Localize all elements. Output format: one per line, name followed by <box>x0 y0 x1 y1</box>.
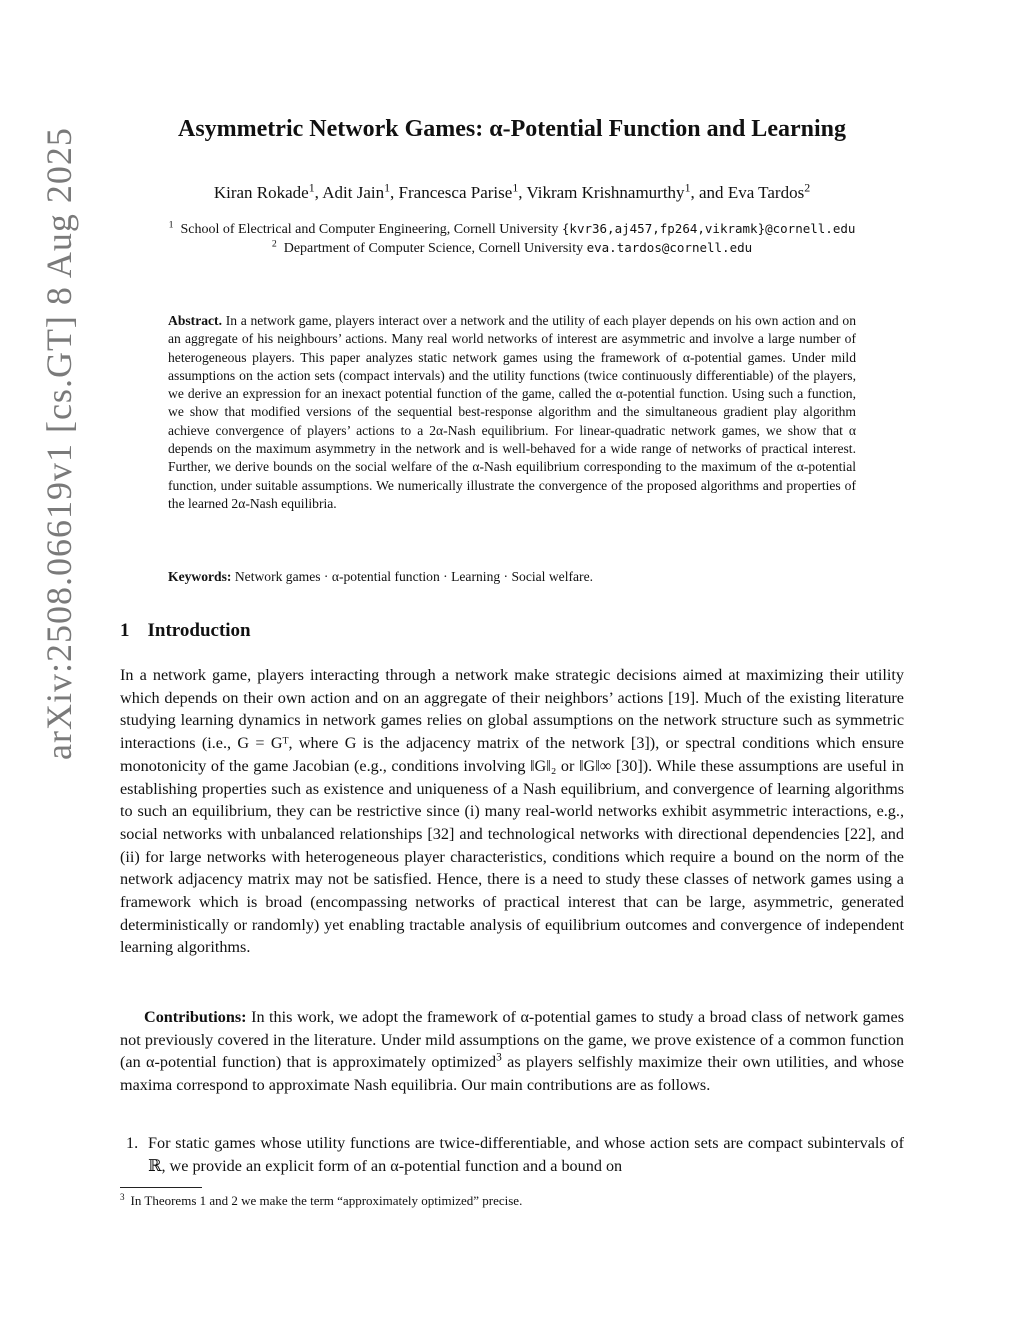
author-name: Adit Jain <box>322 183 385 202</box>
list-item <box>120 1132 904 1177</box>
footnote <box>120 1192 904 1209</box>
keywords <box>168 568 856 586</box>
section-number: 1 <box>120 620 130 641</box>
affiliation <box>0 221 1024 238</box>
contributions-paragraph <box>120 1006 904 1097</box>
author-separator: , <box>518 183 527 202</box>
footnote-ref: 3 <box>496 1052 502 1065</box>
author-name: Eva Tardos <box>727 183 805 202</box>
author-separator: , <box>314 183 323 202</box>
affiliation-text: School of Electrical and Computer Engineering, Cornell University <box>180 222 559 237</box>
list-item-text: For static games whose utility functions are twice-differentiable, and whose action sets are compact subintervals of ℝ, we provide an explicit form of an α-potential function and a bound on <box>148 1134 904 1175</box>
affiliation-email: eva.tardos@cornell.edu <box>586 240 753 255</box>
author-affil-mark: 1 <box>512 180 519 195</box>
abstract-text: In a network game, players interact over a network and the utility of each player depends on his own action and on an aggregate of his neighbours’ actions. Many real world networks of interest are asymmetric and involve a large number of heterogeneous players. This paper analyzes static network games using the framework of α-potential games. Under mild assumptions on the action sets (compact intervals) and the utility functions (twice continuously differentiable) of the players, we derive an expression for an inexact potential function of the game, called the α-potential function. Using such a function, we show that modified versions of the sequential best-response algorithm and the simultaneous gradient play algorithm achieve convergence of players’ actions to a 2α-Nash equilibrium. For linear-quadratic network games, we show that α depends on the maximum asymmetry in the network and is well-behaved for a wide range of networks of practical interest. Further, we derive bounds on the social welfare of the α-Nash equilibrium corresponding to the maximum of the α-potential function, under suitable assumptions. We numerically illustrate the convergence of the proposed algorithms and properties of the learned 2α-Nash equilibria. <box>168 313 856 511</box>
author-affil-mark: 2 <box>804 180 811 195</box>
author-affil-mark: 1 <box>684 180 691 195</box>
contributions-text-cont: as players selfishly maximize their own utilities, and whose maxima correspond to approximate Nash equilibria. Our main contributions are as follows. <box>120 1053 904 1095</box>
abstract-label: Abstract. <box>168 313 222 328</box>
author-name: Francesca Parise <box>398 183 513 202</box>
affiliation-mark: 2 <box>271 238 277 250</box>
footnote-mark: 3 <box>120 1191 125 1202</box>
list-marker: 1. <box>126 1134 139 1152</box>
affiliation-text: Department of Computer Science, Cornell University <box>283 241 584 256</box>
author-affil-mark: 1 <box>384 180 391 195</box>
intro-paragraph: In a network game, players interacting through a network make strategic decisions aimed at maximizing their utility which depends on their own action and on an aggregate of their neighbors’ actions [19]. Much of the existing literature studying learning dynamics in network games relies on global assumptions on the network structure such as symmetric interactions (i.e., G = Gᵀ, where G is the adjacency matrix of the network [3]), or spectral conditions which ensure monotonicity of the game Jacobian (e.g., conditions involving ‖G‖₂ or ‖G‖∞ [30]). While these assumptions are useful in establishing properties such as existence and uniqueness of a Nash equilibrium, and convergence of learning algorithms to such an equilibrium, they can be restrictive since (i) many real-world networks exhibit asymmetric interactions, e.g., social networks with unbalanced relationships [32] and technological networks with directional dependencies [22], and (ii) for large networks with heterogeneous player characteristics, conditions which require a bound on the norm of the network adjacency matrix may not be satisfied. Hence, there is a need to study these classes of network games using a framework which is broad (encompassing networks of practical interest that can be large, asymmetric, generated deterministically or randomly) yet enabling tractable analysis of equilibrium outcomes and convergence of independent learning algorithms. <box>120 666 904 957</box>
section-heading <box>120 620 251 642</box>
author-separator: , and <box>690 183 728 202</box>
footnote-divider <box>120 1187 202 1188</box>
arxiv-stamp: arXiv:2508.06619v1 [cs.GT] 8 Aug 2025 <box>39 127 79 760</box>
author-list <box>0 180 1024 203</box>
section-title: Introduction <box>147 620 251 641</box>
affiliation-email: {kvr36,aj457,fp264,vikramk}@cornell.edu <box>561 221 856 236</box>
author-name: Kiran Rokade <box>213 183 309 202</box>
author-separator: , <box>390 183 399 202</box>
abstract <box>168 312 856 513</box>
affiliation <box>0 240 1024 257</box>
keywords-text: Network games · α-potential function · Learning · Social welfare. <box>234 569 594 584</box>
contributions-label: Contributions: <box>144 1008 247 1026</box>
paper-title: Asymmetric Network Games: α-Potential Function and Learning <box>178 116 846 142</box>
affiliation-mark: 1 <box>168 219 174 231</box>
author-name: Vikram Krishnamurthy <box>526 183 685 202</box>
author-affil-mark: 1 <box>308 180 315 195</box>
contributions-text: In this work, we adopt the framework of α-potential games to study a broad class of network games not previously covered in the literature. Under mild assumptions on the game, we prove existence of a common function (an α-potential function) that is approximately optimized <box>120 1008 904 1072</box>
footnote-text: In Theorems 1 and 2 we make the term “approximately optimized” precise. <box>130 1193 523 1208</box>
keywords-label: Keywords: <box>168 569 232 584</box>
